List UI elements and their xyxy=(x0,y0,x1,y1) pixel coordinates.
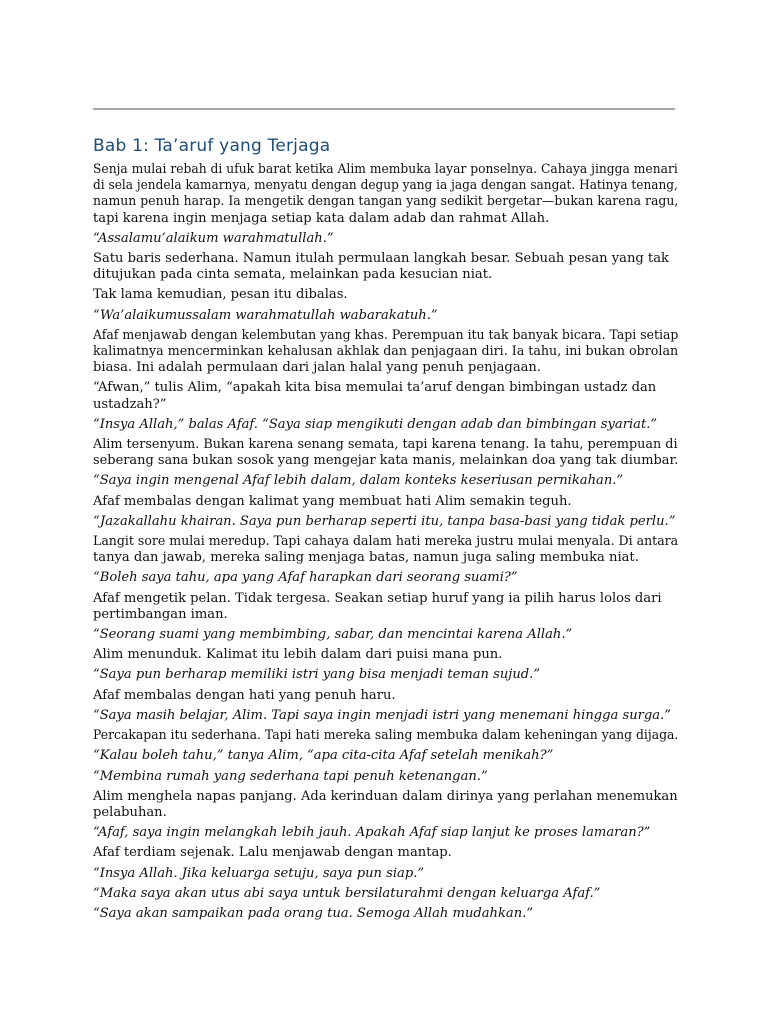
text-line: seberang sana bukan sosok yang mengejar kata manis, melainkan doa yang tak diumbar. xyxy=(93,453,679,469)
dialogue-paragraph xyxy=(93,769,678,785)
text-line: “Seorang suami yang membimbing, sabar, dan mencintai karena Allah.” xyxy=(93,627,573,643)
text-line: “Boleh saya tahu, apa yang Afaf harapkan dari seorang suami?” xyxy=(93,570,518,586)
dialogue-paragraph xyxy=(93,708,678,724)
text-line: “Saya ingin mengenal Afaf lebih dalam, dalam konteks keseriusan pernikahan.” xyxy=(93,473,624,489)
narrative-paragraph xyxy=(93,494,678,510)
header-rule xyxy=(93,108,675,110)
text-line: “Saya akan sampaikan pada orang tua. Semoga Allah mudahkan.” xyxy=(93,905,534,921)
dialogue-paragraph xyxy=(93,570,678,586)
text-line: Afaf membalas dengan hati yang penuh haru. xyxy=(93,687,396,703)
text-line: tanya dan jawab, mereka saling menjaga batas, namun juga saling membuka niat. xyxy=(93,550,639,566)
chapter-body xyxy=(93,162,678,926)
narrative-paragraph xyxy=(93,534,678,566)
dialogue-paragraph xyxy=(93,308,678,324)
narrative-paragraph xyxy=(93,647,678,663)
narrative-paragraph xyxy=(93,162,678,227)
narrative-paragraph xyxy=(93,251,678,283)
text-line: Satu baris sederhana. Namun itulah permulaan langkah besar. Sebuah pesan yang tak xyxy=(93,251,669,267)
text-line: “Saya masih belajar, Alim. Tapi saya ingin menjadi istri yang menemani hingga surga.” xyxy=(93,707,671,723)
text-line: ditujukan pada cinta semata, melainkan pada kesucian niat. xyxy=(93,267,493,283)
dialogue-paragraph xyxy=(93,627,678,643)
dialogue-paragraph xyxy=(93,514,678,530)
text-line: “Saya pun berharap memiliki istri yang bisa menjadi teman sujud.” xyxy=(93,667,541,683)
dialogue-paragraph xyxy=(93,886,678,902)
text-line: Alim tersenyum. Bukan karena senang semata, tapi karena tenang. Ia tahu, perempuan di xyxy=(93,437,678,453)
dialogue-paragraph xyxy=(93,417,678,433)
text-line: “Insya Allah,” balas Afaf. “Saya siap mengikuti dengan adab dan bimbingan syariat.” xyxy=(93,416,658,432)
text-line: “Afwan,” tulis Alim, “apakah kita bisa memulai ta’aruf dengan bimbingan ustadz dan xyxy=(93,380,657,396)
narrative-paragraph xyxy=(93,287,678,303)
narrative-paragraph xyxy=(93,328,678,377)
text-line: Afaf mengetik pelan. Tidak tergesa. Seakan setiap huruf yang ia pilih harus lolos dari xyxy=(93,590,662,606)
text-line: “Afaf, saya ingin melangkah lebih jauh. Apakah Afaf siap lanjut ke proses lamaran?” xyxy=(93,825,651,841)
text-line: namun penuh harap. Ia mengetik dengan tangan yang sedikit bergetar—bukan karena ragu, xyxy=(93,194,679,210)
text-line: Langit sore mulai meredup. Tapi cahaya dalam hati mereka justru mulai menyala. Di antara xyxy=(93,534,679,550)
dialogue-paragraph xyxy=(93,906,678,922)
dialogue-paragraph xyxy=(93,473,678,489)
chapter-title: Bab 1: Ta’aruf yang Terjaga xyxy=(93,136,331,156)
dialogue-paragraph xyxy=(93,866,678,882)
text-line: pelabuhan. xyxy=(93,804,167,820)
narrative-paragraph xyxy=(93,380,678,412)
text-line: Tak lama kemudian, pesan itu dibalas. xyxy=(93,287,348,303)
text-line: ustadzah?” xyxy=(93,396,167,412)
narrative-paragraph xyxy=(93,789,678,821)
narrative-paragraph xyxy=(93,591,678,623)
text-line: Senja mulai rebah di ufuk barat ketika Alim membuka layar ponselnya. Cahaya jingga menari xyxy=(93,162,678,177)
text-line: Afaf membalas dengan kalimat yang membuat hati Alim semakin teguh. xyxy=(93,493,572,509)
text-line: “Maka saya akan utus abi saya untuk bersilaturahmi dengan keluarga Afaf.” xyxy=(93,885,601,901)
text-line: Alim menghela napas panjang. Ada kerinduan dalam dirinya yang perlahan menemukan xyxy=(93,788,678,804)
narrative-paragraph xyxy=(93,688,678,704)
text-line: di sela jendela kamarnya, menyatu dengan degup yang ia jaga dengan sangat. Hatinya tenang, xyxy=(93,178,678,194)
narrative-paragraph xyxy=(93,845,678,861)
text-line: tapi karena ingin menjaga setiap kata dalam adab dan rahmat Allah. xyxy=(93,210,550,226)
text-line: Afaf terdiam sejenak. Lalu menjawab dengan mantap. xyxy=(93,845,452,861)
text-line: “Membina rumah yang sederhana tapi penuh ketenangan.” xyxy=(93,768,488,784)
text-line: pertimbangan iman. xyxy=(93,606,228,622)
text-line: “Jazakallahu khairan. Saya pun berharap seperti itu, tanpa basa-basi yang tidak perlu.” xyxy=(93,513,676,529)
text-line: “Kalau boleh tahu,” tanya Alim, “apa cita-cita Afaf setelah menikah?” xyxy=(93,748,554,764)
text-line: Afaf menjawab dengan kelembutan yang khas. Perempuan itu tak banyak bicara. Tapi setiap xyxy=(93,327,679,343)
narrative-paragraph xyxy=(93,437,678,469)
text-line: “Wa’alaikumussalam warahmatullah wabarakatuh.” xyxy=(93,307,438,323)
text-line: kalimatnya mencerminkan kehalusan akhlak dan penjagaan diri. Ia tahu, ini bukan obrolan xyxy=(93,344,679,360)
text-line: biasa. Ini adalah permulaan dari jalan halal yang penuh penjagaan. xyxy=(93,360,542,376)
dialogue-paragraph xyxy=(93,667,678,683)
text-line: Alim menunduk. Kalimat itu lebih dalam dari puisi mana pun. xyxy=(93,647,503,663)
text-line: Percakapan itu sederhana. Tapi hati mereka saling membuka dalam keheningan yang dijaga. xyxy=(93,728,679,744)
narrative-paragraph xyxy=(93,728,678,744)
dialogue-paragraph xyxy=(93,231,678,247)
dialogue-paragraph xyxy=(93,748,678,764)
text-line: “Assalamu’alaikum warahmatullah.” xyxy=(93,230,334,246)
dialogue-paragraph xyxy=(93,825,678,841)
text-line: “Insya Allah. Jika keluarga setuju, saya pun siap.” xyxy=(93,865,425,881)
